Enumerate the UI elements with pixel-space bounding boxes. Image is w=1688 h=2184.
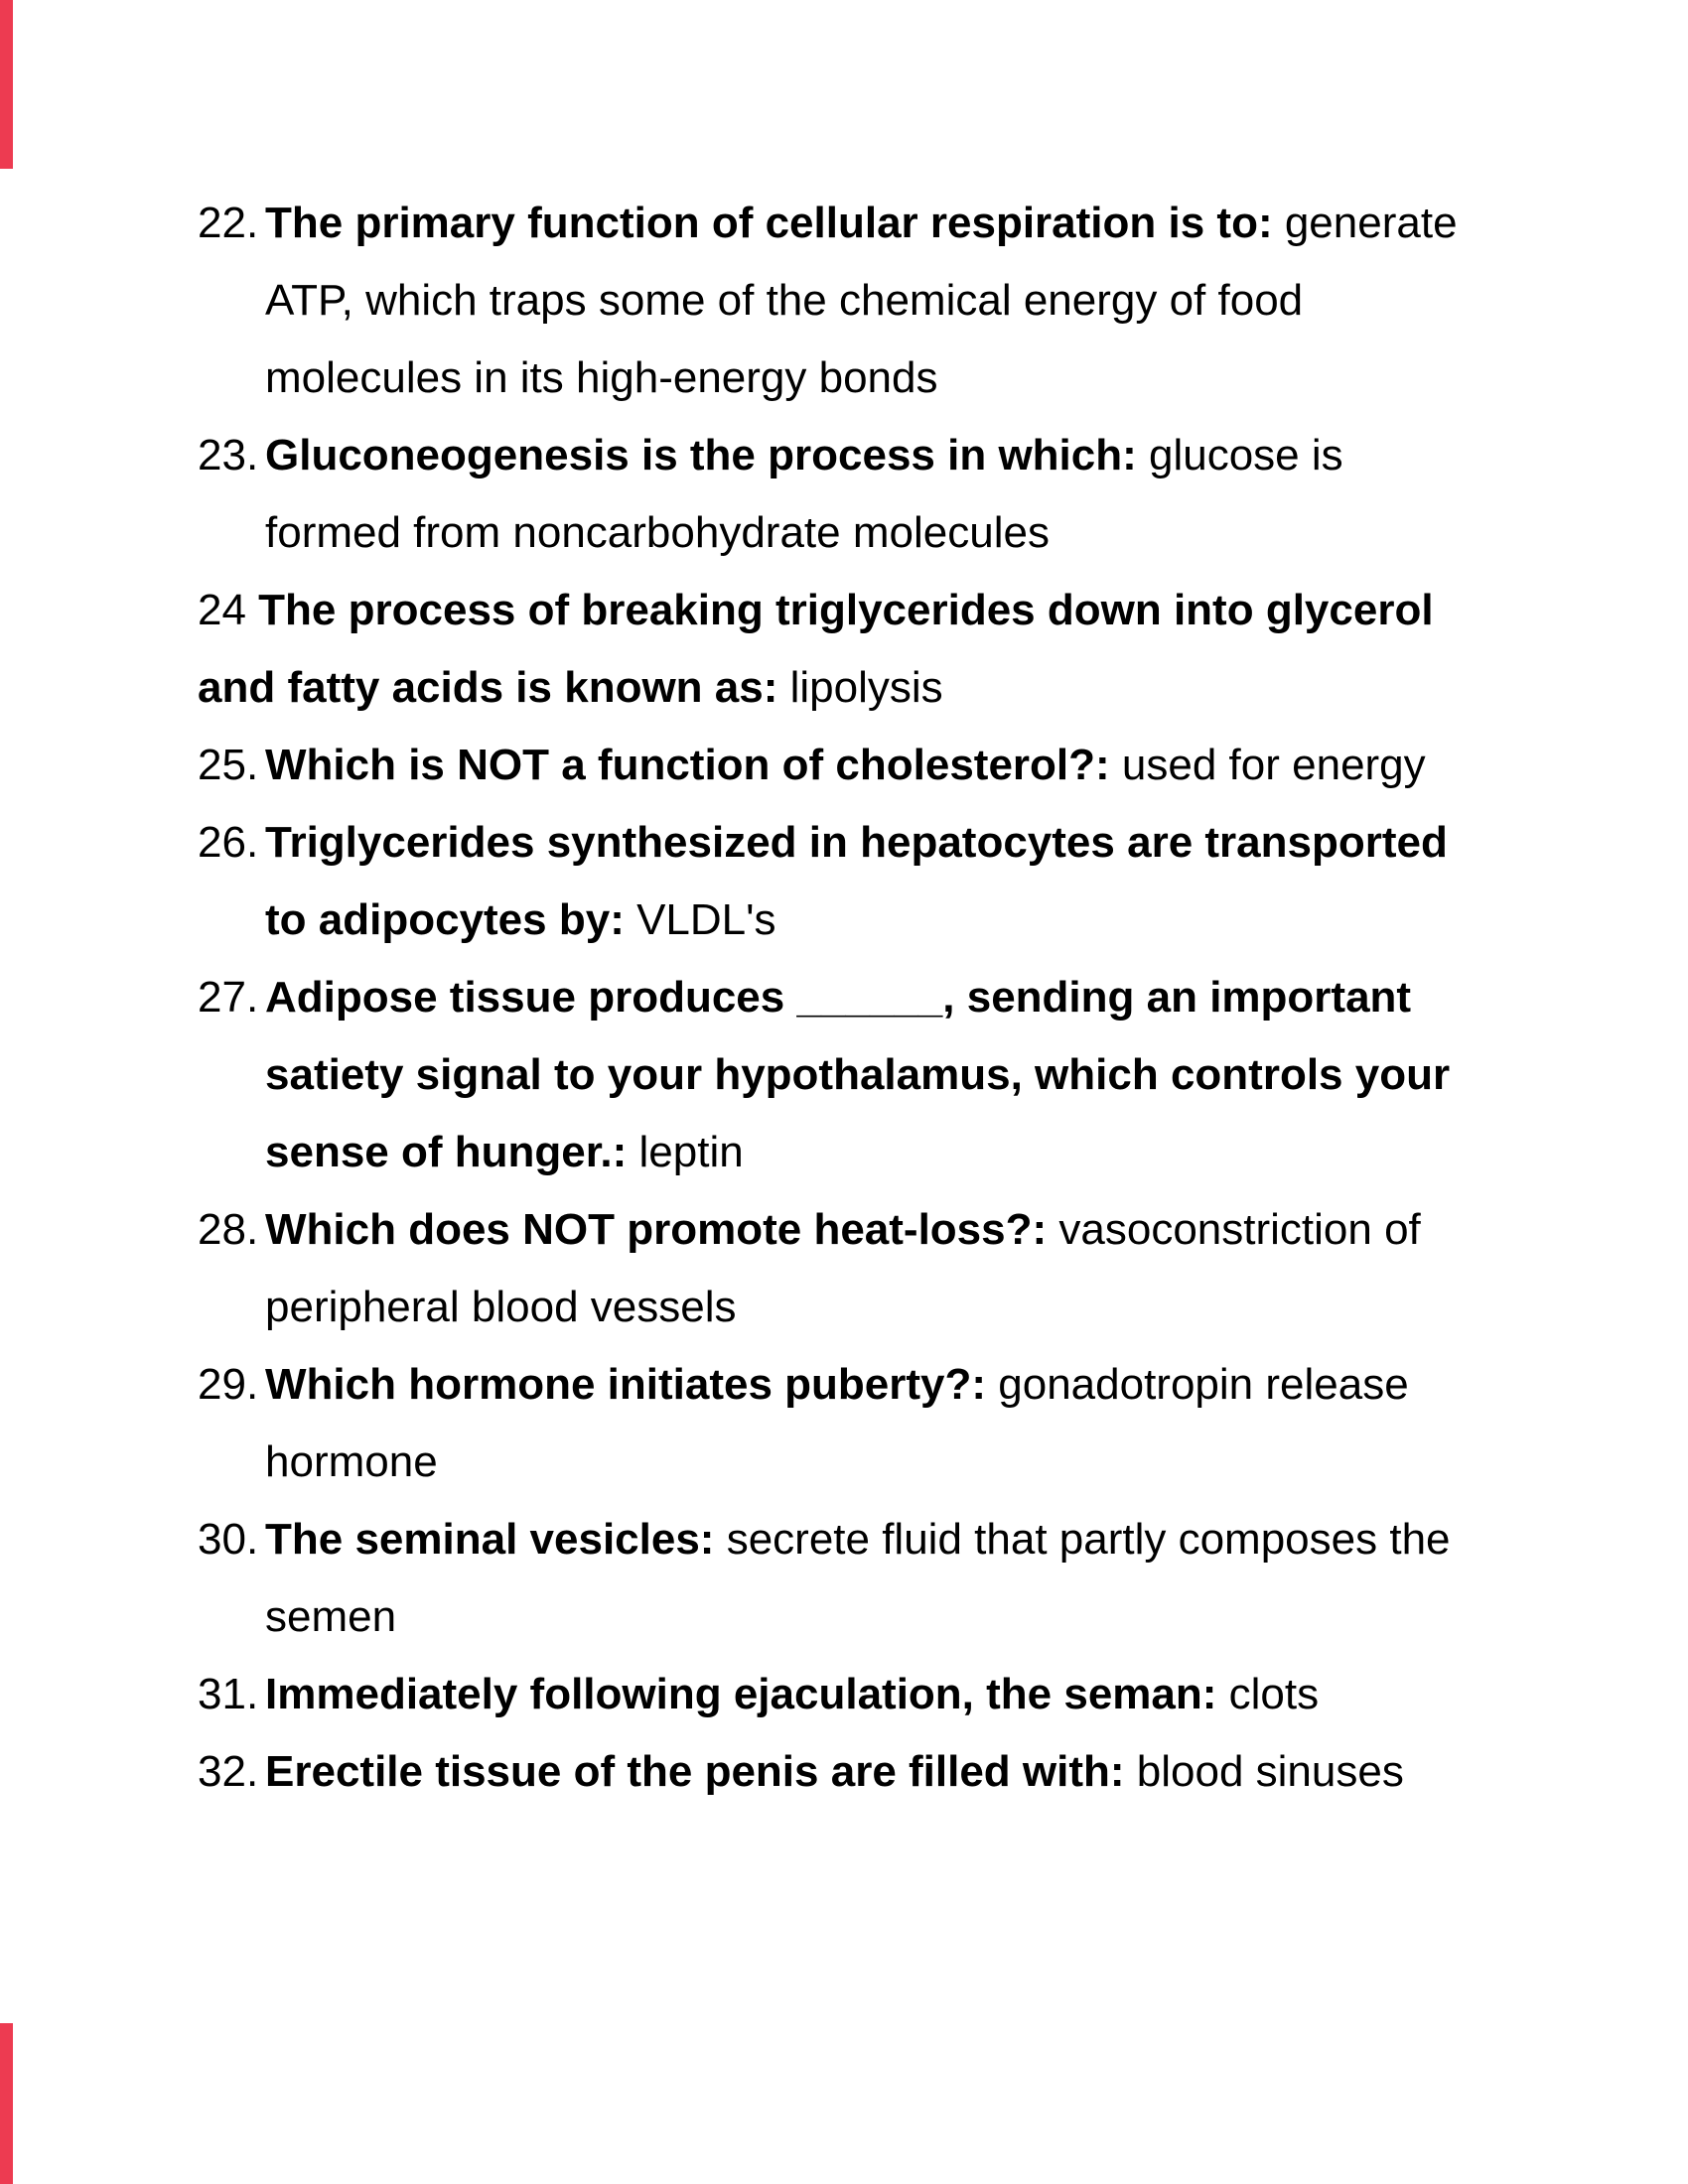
question-text: The seminal vesicles: (265, 1515, 715, 1564)
list-item-number: 26. (198, 818, 259, 867)
answer-text: ATP, which traps some of the chemical energy of food (265, 276, 1304, 325)
document-line (0, 804, 1688, 882)
answer-text: VLDL's (624, 895, 776, 944)
list-item-number: 28. (198, 1205, 259, 1254)
list-item-number: 30. (198, 1515, 259, 1564)
document-line (0, 262, 1688, 340)
document-line (0, 1733, 1688, 1811)
document-line (0, 959, 1688, 1036)
document-line (0, 1501, 1688, 1578)
answer-text: used for energy (1109, 741, 1426, 789)
question-text: The primary function of cellular respiration is to: (265, 199, 1273, 247)
page-edge-marker-top (0, 0, 13, 169)
answer-text: hormone (265, 1437, 438, 1486)
answer-text: peripheral blood vessels (265, 1283, 737, 1331)
question-text: sense of hunger.: (265, 1128, 628, 1176)
document-line (0, 727, 1688, 804)
document-line (0, 1191, 1688, 1269)
document-line (0, 1578, 1688, 1656)
question-text: and fatty acids is known as: (198, 663, 778, 712)
list-item-number: 29. (198, 1360, 259, 1409)
document-line (0, 494, 1688, 572)
answer-text: glucose is (1136, 431, 1343, 479)
question-text: Which is NOT a function of cholesterol?: (265, 741, 1110, 789)
question-text: Immediately following ejaculation, the seman: (265, 1670, 1217, 1718)
question-text: satiety signal to your hypothalamus, which controls your (265, 1050, 1451, 1099)
question-text: Which does NOT promote heat-loss?: (265, 1205, 1048, 1254)
question-text: Erectile tissue of the penis are filled with: (265, 1747, 1125, 1796)
list-item-number: 32. (198, 1747, 259, 1796)
document-line (0, 1036, 1688, 1114)
list-item-number: 31. (198, 1670, 259, 1718)
document-line (0, 572, 1688, 649)
document-line (0, 1269, 1688, 1346)
question-text: Triglycerides synthesized in hepatocytes are transported (265, 818, 1448, 867)
document-line (0, 1346, 1688, 1424)
document-line (0, 1114, 1688, 1191)
question-text: Gluconeogenesis is the process in which: (265, 431, 1137, 479)
question-text: Adipose tissue produces ______, sending an important (265, 973, 1412, 1022)
list-item-number: 25. (198, 741, 259, 789)
answer-text: blood sinuses (1124, 1747, 1404, 1796)
question-text: to adipocytes by: (265, 895, 625, 944)
page-edge-marker-bottom (0, 2023, 13, 2184)
answer-text: secrete fluid that partly composes the (714, 1515, 1451, 1564)
list-item-number: 22. (198, 199, 259, 247)
document-line (0, 340, 1688, 417)
document-line (0, 417, 1688, 494)
question-text: Which hormone initiates puberty?: (265, 1360, 987, 1409)
list-item-number: 27. (198, 973, 259, 1022)
document-line (0, 185, 1688, 262)
answer-text: clots (1216, 1670, 1320, 1718)
question-text: The process of breaking triglycerides down into glycerol (258, 586, 1434, 634)
answer-text: generate (1272, 199, 1458, 247)
document-line (0, 1656, 1688, 1733)
answer-text: semen (265, 1592, 397, 1641)
answer-text: leptin (627, 1128, 744, 1176)
answer-text: molecules in its high-energy bonds (265, 353, 938, 402)
answer-text: 24 (198, 586, 259, 634)
answer-text: formed from noncarbohydrate molecules (265, 508, 1050, 557)
answer-text: lipolysis (777, 663, 943, 712)
document-line (0, 649, 1688, 727)
document-line (0, 882, 1688, 959)
list-item-number: 23. (198, 431, 259, 479)
document-line (0, 1424, 1688, 1501)
answer-text: gonadotropin release (986, 1360, 1409, 1409)
document-body (0, 185, 1688, 1811)
answer-text: vasoconstriction of (1047, 1205, 1421, 1254)
